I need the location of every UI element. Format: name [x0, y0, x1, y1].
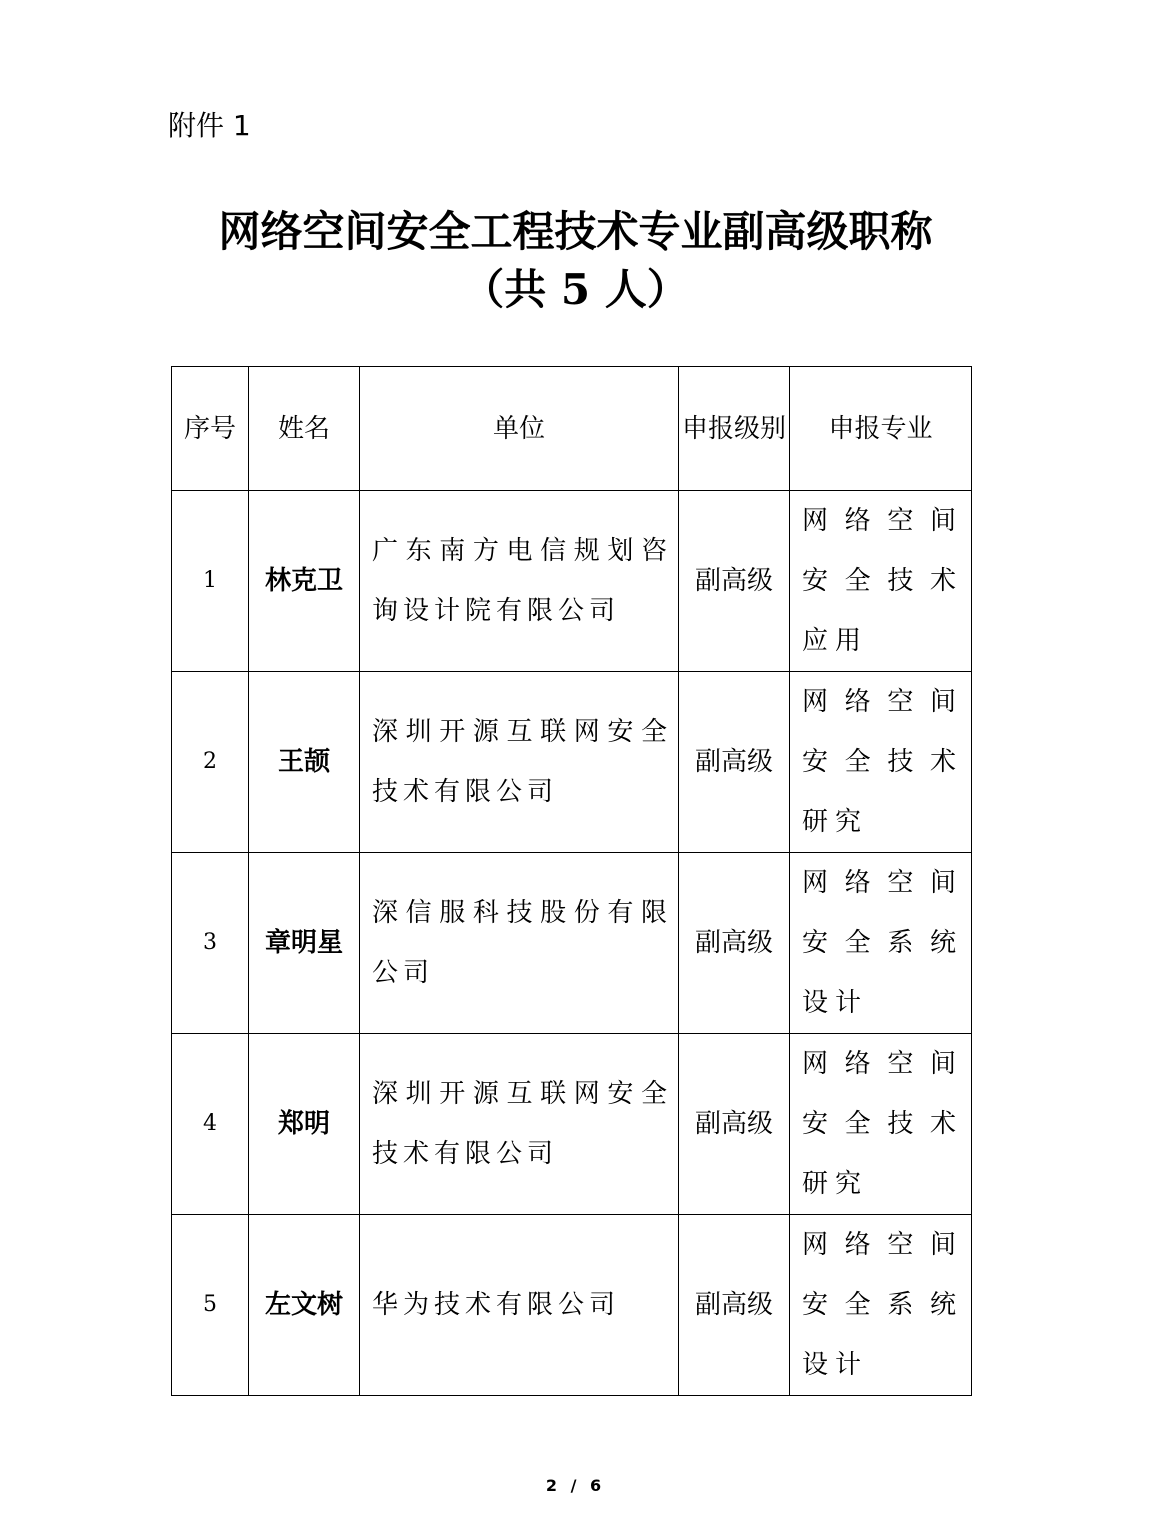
- row-no: 1: [172, 491, 249, 672]
- row-major: 网络空间安全技术研究: [790, 672, 972, 853]
- table-row: [172, 853, 972, 1034]
- table-row: [172, 672, 972, 853]
- header-major: 申报专业: [790, 367, 972, 491]
- row-name: 章明星: [249, 853, 360, 1034]
- row-level: 副高级: [679, 1034, 790, 1215]
- row-name: 王颉: [249, 672, 360, 853]
- table-row: [172, 1215, 972, 1396]
- row-unit: 深信服科技股份有限公司: [360, 853, 679, 1034]
- table-row: [172, 491, 972, 672]
- table-row: [172, 1034, 972, 1215]
- page-number: 2 / 6: [545, 1476, 606, 1495]
- attachment-label: 附件 1: [168, 109, 251, 142]
- row-major: 网络空间安全系统设计: [790, 853, 972, 1034]
- header-level: 申报级别: [679, 367, 790, 491]
- row-unit: 华为技术有限公司: [360, 1215, 679, 1396]
- row-major: 网络空间安全系统设计: [790, 1215, 972, 1396]
- candidate-table: [171, 366, 972, 1396]
- row-level: 副高级: [679, 1215, 790, 1396]
- table-header-row: [172, 367, 972, 491]
- row-no: 4: [172, 1034, 249, 1215]
- row-unit: 广东南方电信规划咨询设计院有限公司: [360, 491, 679, 672]
- row-name: 林克卫: [249, 491, 360, 672]
- row-major: 网络空间安全技术应用: [790, 491, 972, 672]
- row-level: 副高级: [679, 491, 790, 672]
- row-major: 网络空间安全技术研究: [790, 1034, 972, 1215]
- row-unit: 深圳开源互联网安全技术有限公司: [360, 672, 679, 853]
- row-level: 副高级: [679, 672, 790, 853]
- row-name: 左文树: [249, 1215, 360, 1396]
- row-name: 郑明: [249, 1034, 360, 1215]
- header-name: 姓名: [249, 367, 360, 491]
- row-level: 副高级: [679, 853, 790, 1034]
- header-no: 序号: [172, 367, 249, 491]
- row-no: 2: [172, 672, 249, 853]
- document-subtitle-count: （共 5 人）: [462, 265, 689, 314]
- row-unit: 深圳开源互联网安全技术有限公司: [360, 1034, 679, 1215]
- header-unit: 单位: [360, 367, 679, 491]
- row-no: 5: [172, 1215, 249, 1396]
- row-no: 3: [172, 853, 249, 1034]
- document-title: 网络空间安全工程技术专业副高级职称: [218, 207, 933, 256]
